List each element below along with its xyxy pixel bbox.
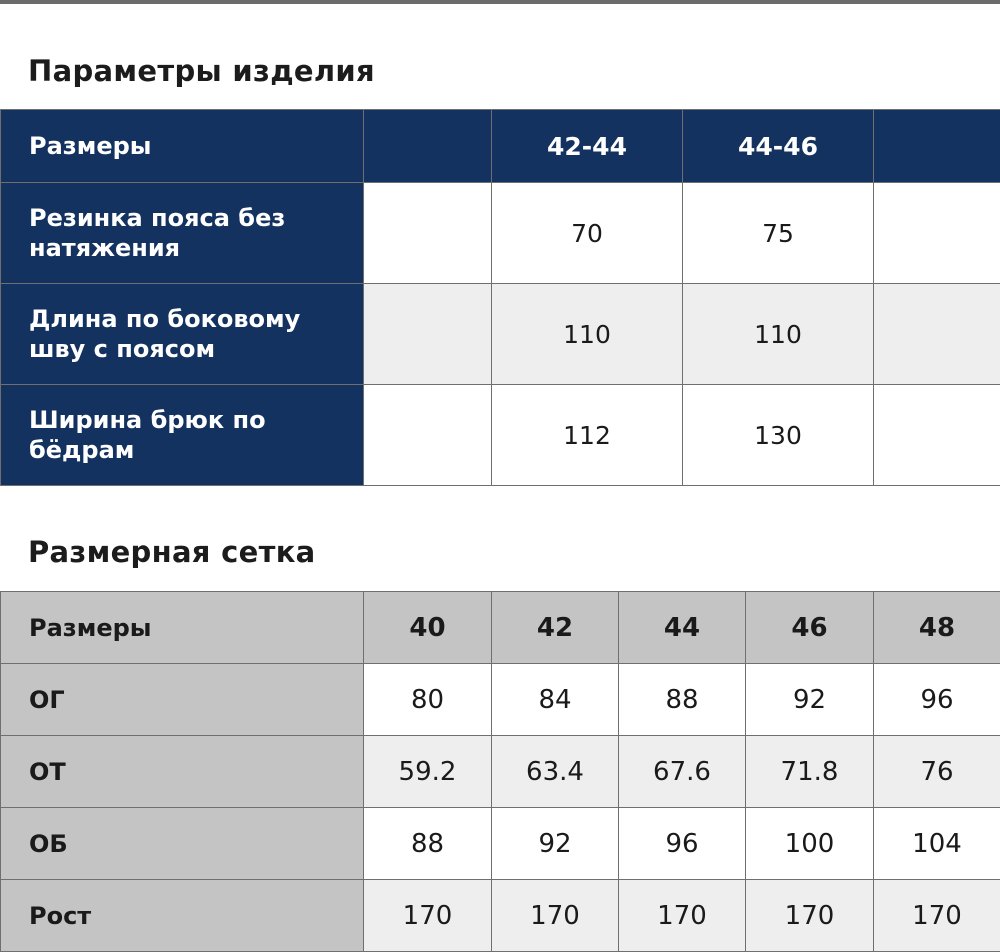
table-cell: 170 bbox=[619, 880, 746, 952]
header-cell: 46 bbox=[746, 592, 874, 664]
header-cell: 44-46 bbox=[683, 110, 874, 183]
table-cell: 170 bbox=[364, 880, 492, 952]
table-cell: 96 bbox=[619, 808, 746, 880]
row-label: ОТ bbox=[1, 736, 364, 808]
table-cell bbox=[874, 385, 1000, 486]
table-cell: 110 bbox=[492, 284, 683, 385]
table-cell: 112 bbox=[492, 385, 683, 486]
row-label: Рост bbox=[1, 880, 364, 952]
table-cell: 88 bbox=[364, 808, 492, 880]
header-cell: 48 bbox=[874, 592, 1000, 664]
table-cell: 70 bbox=[492, 183, 683, 284]
table-row bbox=[1, 385, 1000, 486]
table-cell: 130 bbox=[683, 385, 874, 486]
table-cell: 92 bbox=[492, 808, 619, 880]
size-chart-title: Размерная сетка bbox=[28, 534, 316, 570]
row-label: Резинка пояса без натяжения bbox=[1, 183, 364, 284]
table-cell: 104 bbox=[874, 808, 1000, 880]
table-row bbox=[1, 183, 1000, 284]
table-cell: 100 bbox=[746, 808, 874, 880]
table-cell: 75 bbox=[683, 183, 874, 284]
table-cell: 96 bbox=[874, 664, 1000, 736]
table-cell: 170 bbox=[492, 880, 619, 952]
table-header-row bbox=[1, 592, 1000, 664]
table-cell: 88 bbox=[619, 664, 746, 736]
header-cell: Размеры bbox=[1, 110, 364, 183]
header-cell: 40 bbox=[364, 592, 492, 664]
row-label: ОБ bbox=[1, 808, 364, 880]
size-chart-table bbox=[0, 591, 1000, 952]
product-params-title: Параметры изделия bbox=[28, 53, 375, 89]
row-label: ОГ bbox=[1, 664, 364, 736]
table-cell bbox=[364, 385, 492, 486]
header-cell bbox=[364, 110, 492, 183]
row-label: Длина по боковому шву с поясом bbox=[1, 284, 364, 385]
header-cell: 42-44 bbox=[492, 110, 683, 183]
table-cell bbox=[364, 284, 492, 385]
header-cell bbox=[874, 110, 1000, 183]
table-cell: 170 bbox=[746, 880, 874, 952]
table-cell: 76 bbox=[874, 736, 1000, 808]
table-row bbox=[1, 284, 1000, 385]
top-divider bbox=[0, 0, 1000, 4]
table-cell: 84 bbox=[492, 664, 619, 736]
row-label: Ширина брюк по бёдрам bbox=[1, 385, 364, 486]
table-row bbox=[1, 808, 1000, 880]
table-cell: 80 bbox=[364, 664, 492, 736]
table-cell: 67.6 bbox=[619, 736, 746, 808]
table-cell: 63.4 bbox=[492, 736, 619, 808]
table-row bbox=[1, 880, 1000, 952]
table-cell: 71.8 bbox=[746, 736, 874, 808]
table-header-row bbox=[1, 110, 1000, 183]
table-cell: 92 bbox=[746, 664, 874, 736]
table-row bbox=[1, 736, 1000, 808]
header-cell: 42 bbox=[492, 592, 619, 664]
product-params-table bbox=[0, 109, 1000, 486]
table-cell: 110 bbox=[683, 284, 874, 385]
table-row bbox=[1, 664, 1000, 736]
table-cell bbox=[874, 284, 1000, 385]
header-cell: 44 bbox=[619, 592, 746, 664]
table-cell: 170 bbox=[874, 880, 1000, 952]
table-cell bbox=[364, 183, 492, 284]
table-cell: 59.2 bbox=[364, 736, 492, 808]
header-cell: Размеры bbox=[1, 592, 364, 664]
table-cell bbox=[874, 183, 1000, 284]
